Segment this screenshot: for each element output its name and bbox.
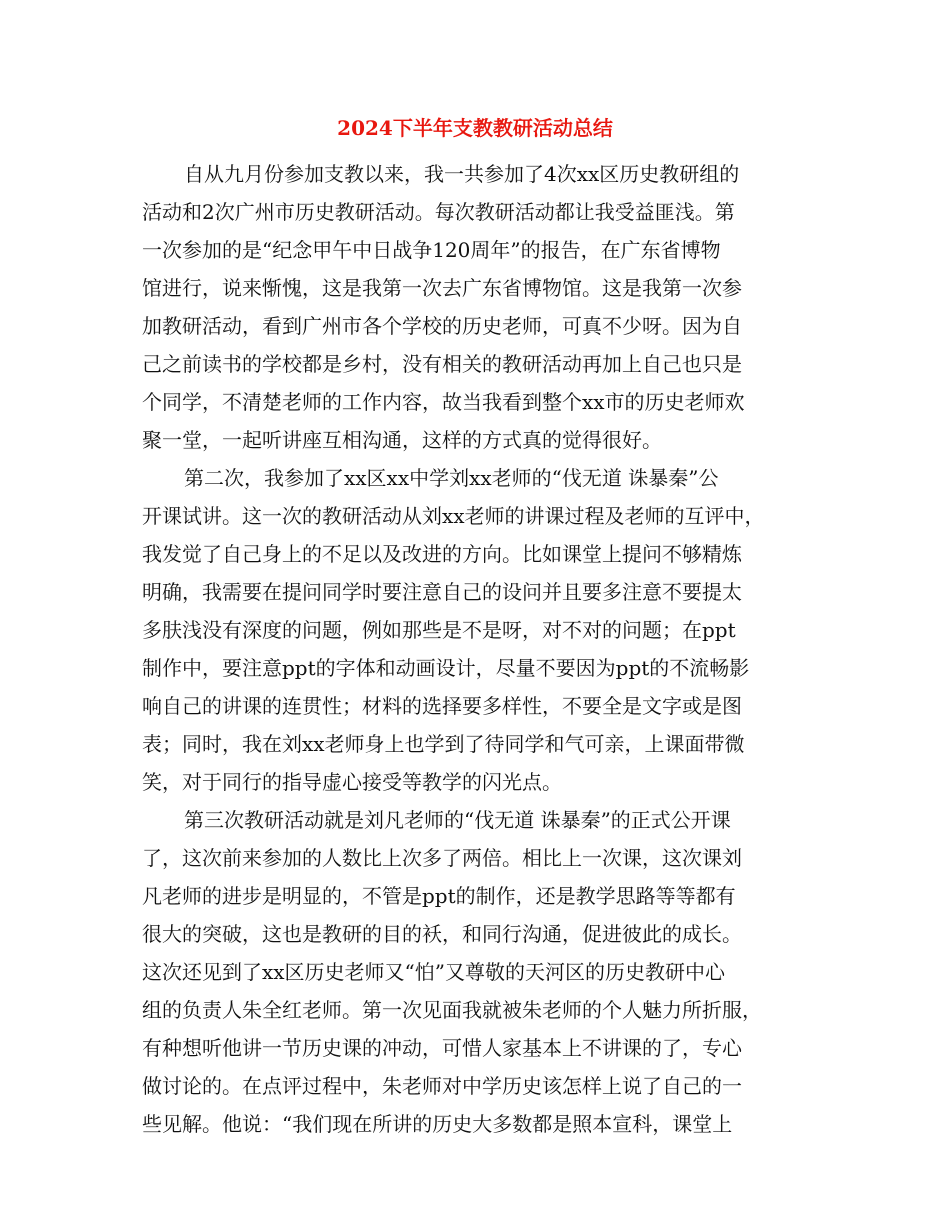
paragraph-line: 明确，我需要在提问同学时要注意自己的设问并且要多注意不要提太 (142, 580, 742, 604)
paragraph-line: 我发觉了自己身上的不足以及改进的方向。比如课堂上提问不够精炼 (142, 542, 742, 566)
paragraph-line: 多肤浅没有深度的问题，例如那些是不是呀，对不对的问题；在ppt (142, 618, 736, 642)
paragraph-line: 这次还见到了xx区历史老师又“怕”又尊敬的天河区的历史教研中心 (142, 960, 726, 984)
paragraph-line: 表；同时，我在刘xx老师身上也学到了待同学和气可亲，上课面带微 (142, 732, 745, 756)
paragraph-line: 聚一堂，一起听讲座互相沟通，这样的方式真的觉得很好。 (142, 428, 662, 452)
paragraph-line: 个同学，不清楚老师的工作内容，故当我看到整个xx市的历史老师欢 (142, 390, 745, 414)
paragraph-line: 一次参加的是“纪念甲午中日战争120周年”的报告，在广东省博物 (142, 238, 721, 262)
paragraph-line: 加教研活动，看到广州市各个学校的历史老师，可真不少呀。因为自 (142, 314, 742, 338)
paragraph-line: 己之前读书的学校都是乡村，没有相关的教研活动再加上自己也只是 (142, 352, 742, 376)
paragraph-line: 有种想听他讲一节历史课的冲动，可惜人家基本上不讲课的了，专心 (142, 1036, 742, 1060)
paragraph-line: 些见解。他说：“我们现在所讲的历史大多数都是照本宣科，课堂上 (142, 1112, 733, 1136)
paragraph-line: 活动和2次广州市历史教研活动。每次教研活动都让我受益匪浅。第 (142, 200, 735, 224)
paragraph-line: 制作中，要注意ppt的字体和动画设计，尽量不要因为ppt的不流畅影 (142, 656, 750, 680)
paragraph-line: 组的负责人朱全红老师。第一次见面我就被朱老师的个人魅力所折服， (142, 998, 762, 1022)
paragraph-line: 做讨论的。在点评过程中，朱老师对中学历史该怎样上说了自己的一 (142, 1074, 742, 1098)
paragraph-line: 凡老师的进步是明显的，不管是ppt的制作，还是教学思路等等都有 (142, 884, 736, 908)
paragraph-line: 开课试讲。这一次的教研活动从刘xx老师的讲课过程及老师的互评中， (142, 504, 765, 528)
paragraph-line: 第三次教研活动就是刘凡老师的“伐无道 诛暴秦”的正式公开课 (184, 808, 731, 832)
paragraph-line: 自从九月份参加支教以来，我一共参加了4次xx区历史教研组的 (184, 162, 740, 186)
paragraph-line: 笑，对于同行的指导虚心接受等教学的闪光点。 (142, 770, 562, 794)
paragraph-line: 第二次，我参加了xx区xx中学刘xx老师的“伐无道 诛暴秦”公 (184, 466, 719, 490)
paragraph-line: 很大的突破，这也是教研的目的袄，和同行沟通，促进彼此的成长。 (142, 922, 742, 946)
document-title: 2024下半年支教教研活动总结 (337, 116, 613, 140)
paragraph-line: 馆进行，说来惭愧，这是我第一次去广东省博物馆。这是我第一次参 (142, 276, 742, 300)
paragraph-line: 了，这次前来参加的人数比上次多了两倍。相比上一次课，这次课刘 (142, 846, 742, 870)
paragraph-line: 响自己的讲课的连贯性；材料的选择要多样性，不要全是文字或是图 (142, 694, 742, 718)
